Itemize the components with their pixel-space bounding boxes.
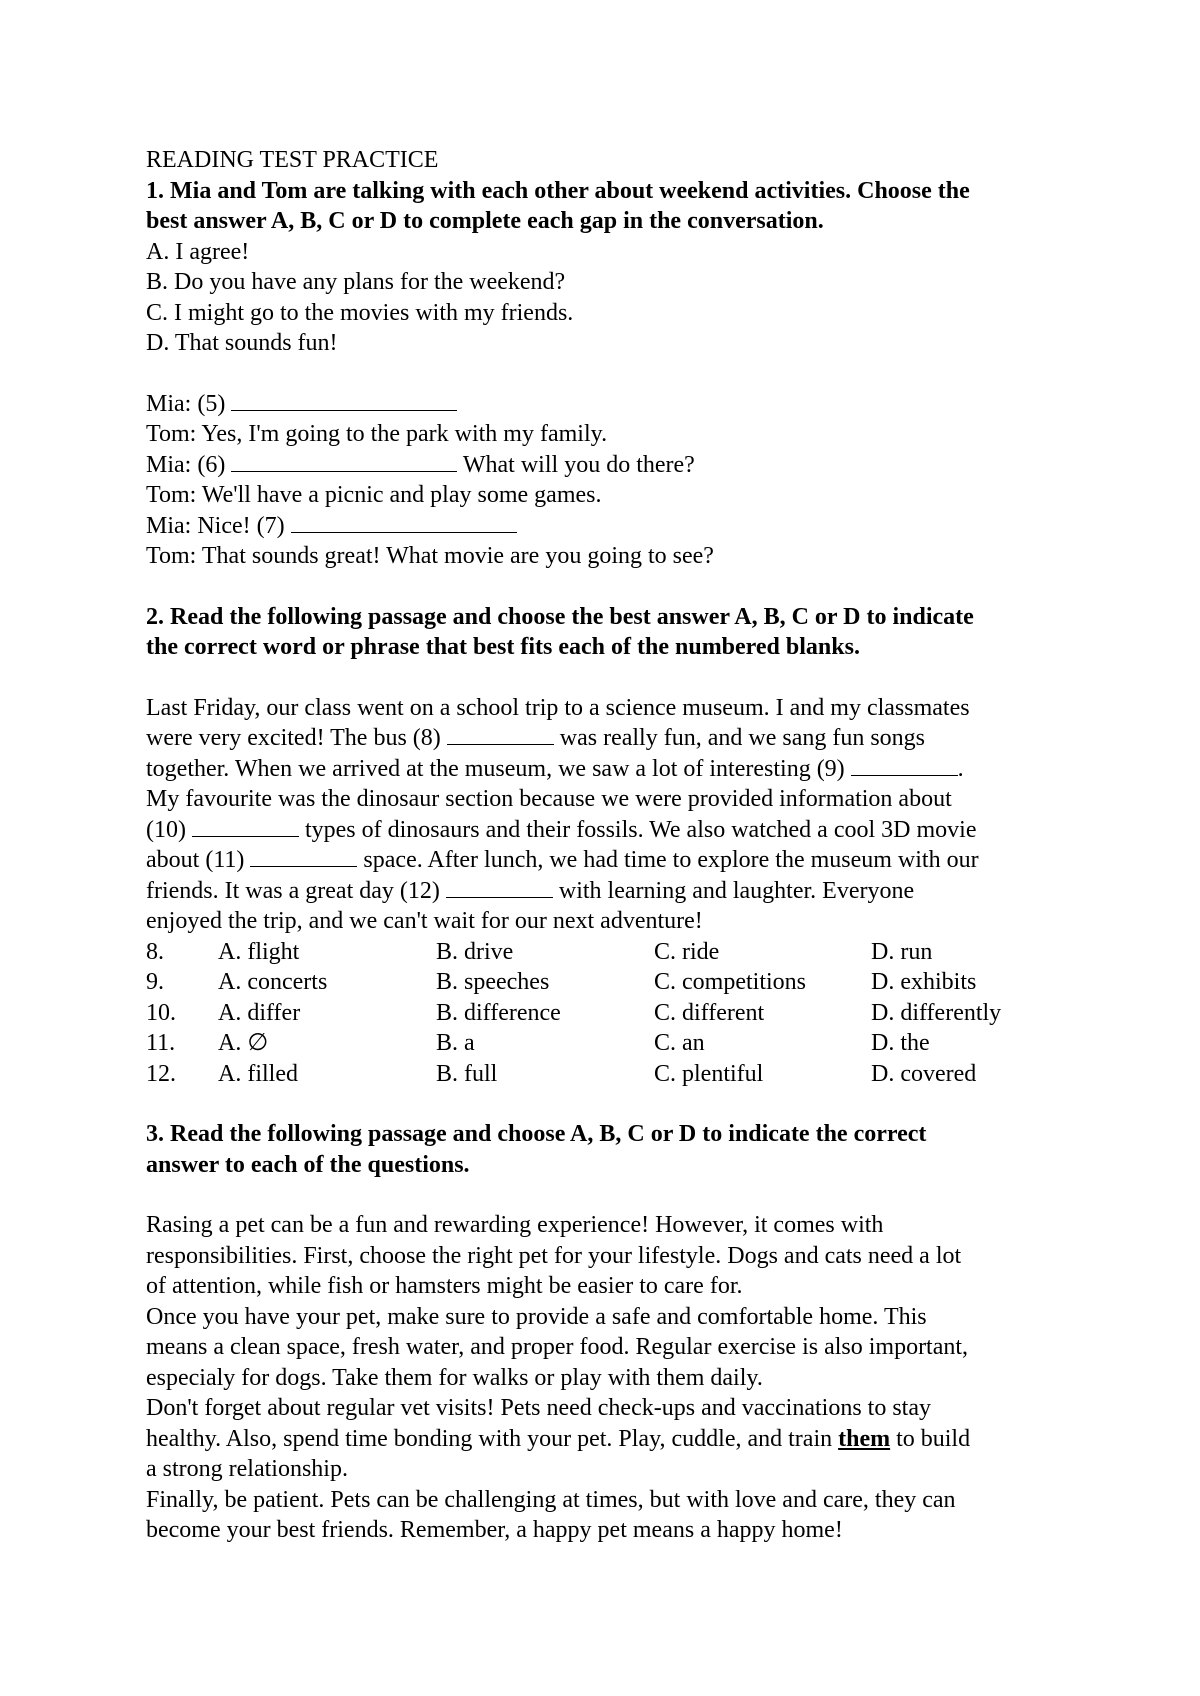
passage3-line9: a strong relationship.: [146, 1456, 348, 1482]
answer-blank-12: [446, 877, 553, 898]
passage2-line4: My favourite was the dinosaur section because we were provided information about: [146, 786, 952, 812]
option-a: A. flight: [218, 938, 300, 965]
section1-option-c: C. I might go to the movies with my friends.: [146, 299, 574, 326]
section3-instruction-line1: 3. Read the following passage and choose A, B, C or D to indicate the correct: [146, 1121, 927, 1147]
option-d: D. differently: [871, 999, 1002, 1026]
passage2-line6: about (11) space. After lunch, we had time to explore the museum with our: [146, 847, 979, 873]
option-d: D. exhibits: [871, 969, 977, 995]
option-b: B. speeches: [436, 969, 550, 995]
page-title: READING TEST PRACTICE: [146, 147, 439, 173]
option-c: C. competitions: [654, 969, 806, 995]
passage3-line3: of attention, while fish or hamsters might be easier to care for.: [146, 1273, 743, 1299]
passage2-line2: were very excited! The bus (8) was really fun, and we sang fun songs: [146, 725, 926, 751]
option-d: D. covered: [871, 1060, 977, 1087]
option-c: C. ride: [654, 938, 720, 965]
option-b: B. difference: [436, 999, 561, 1026]
passage3-line8: healthy. Also, spend time bonding with your pet. Play, cuddle, and train them to build: [146, 1425, 971, 1452]
option-b: B. a: [436, 1030, 475, 1056]
option-a: A. filled: [218, 1060, 298, 1087]
option-b: B. drive: [436, 938, 514, 965]
passage3-line7: Don't forget about regular vet visits! Pets need check-ups and vaccinations to stay: [146, 1395, 932, 1421]
option-c: C. different: [654, 999, 765, 1026]
answer-blank-7: [291, 512, 517, 533]
passage3-line4: Once you have your pet, make sure to provide a safe and comfortable home. This: [146, 1303, 927, 1330]
option-c: C. plentiful: [654, 1060, 764, 1087]
passage3-line1: Rasing a pet can be a fun and rewarding experience! However, it comes with: [146, 1212, 884, 1238]
question-number: 8.: [146, 938, 164, 965]
dialogue-line-tom-1: Tom: Yes, I'm going to the park with my family.: [146, 421, 608, 447]
section3-instruction-line2: answer to each of the questions.: [146, 1151, 470, 1178]
answer-blank-9: [851, 755, 958, 776]
section1-option-a: A. I agree!: [146, 238, 250, 265]
dialogue-line-tom-2: Tom: We'll have a picnic and play some games.: [146, 482, 602, 508]
section1-instruction-line1: 1. Mia and Tom are talking with each other about weekend activities. Choose the: [146, 177, 970, 204]
dialogue-line-mia-6: Mia: (6) What will you do there?: [146, 451, 695, 478]
worksheet-content: [146, 145, 1076, 1546]
answer-blank-8: [447, 724, 554, 745]
passage2-line8: enjoyed the trip, and we can't wait for our next adventure!: [146, 908, 703, 934]
passage2-line5: (10) types of dinosaurs and their fossils. We also watched a cool 3D movie: [146, 816, 977, 843]
dialogue-line-mia-7: Mia: Nice! (7): [146, 511, 1076, 542]
option-c: C. an: [654, 1030, 705, 1056]
section1-option-d: D. That sounds fun!: [146, 330, 338, 356]
dialogue-line-mia-5: Mia: (5): [146, 389, 1076, 420]
option-d: D. the: [871, 1030, 930, 1056]
answer-blank-5: [231, 390, 457, 411]
passage2-line7: friends. It was a great day (12) with learning and laughter. Everyone: [146, 877, 915, 904]
option-a: A. ∅: [218, 1030, 269, 1056]
passage3-line11: become your best friends. Remember, a happy pet means a happy home!: [146, 1517, 843, 1543]
answer-blank-10: [192, 816, 299, 837]
option-b: B. full: [436, 1060, 498, 1087]
option-d: D. run: [871, 938, 933, 965]
section1-instruction-line2: best answer A, B, C or D to complete each gap in the conversation.: [146, 208, 824, 234]
passage2-line3: together. When we arrived at the museum, we saw a lot of interesting (9) .: [146, 755, 964, 782]
question-options-grid: [146, 937, 1076, 1090]
option-a: A. concerts: [218, 969, 328, 995]
section2-instruction-line2: the correct word or phrase that best fits each of the numbered blanks.: [146, 634, 860, 660]
question-number: 12.: [146, 1060, 176, 1087]
dialogue-line-tom-3: Tom: That sounds great! What movie are you going to see?: [146, 543, 714, 569]
option-a: A. differ: [218, 999, 301, 1026]
underlined-word-them: them: [838, 1425, 891, 1452]
passage3-line2: responsibilities. First, choose the right pet for your lifestyle. Dogs and cats need a lot: [146, 1242, 962, 1269]
answer-blank-6: [231, 451, 457, 472]
section1-option-b: B. Do you have any plans for the weekend?: [146, 269, 566, 295]
question-number: 11.: [146, 1030, 176, 1056]
passage3-line6: especialy for dogs. Take them for walks or play with them daily.: [146, 1364, 763, 1391]
question-number: 9.: [146, 969, 164, 995]
answer-blank-11: [250, 846, 357, 867]
passage3-line10: Finally, be patient. Pets can be challenging at times, but with love and care, they can: [146, 1486, 956, 1513]
section2-instruction-line1: 2. Read the following passage and choose the best answer A, B, C or D to indicate: [146, 603, 974, 630]
passage2-line1: Last Friday, our class went on a school trip to a science museum. I and my classmates: [146, 694, 970, 721]
passage3-line5: means a clean space, fresh water, and proper food. Regular exercise is also important,: [146, 1334, 969, 1360]
question-number: 10.: [146, 999, 176, 1026]
